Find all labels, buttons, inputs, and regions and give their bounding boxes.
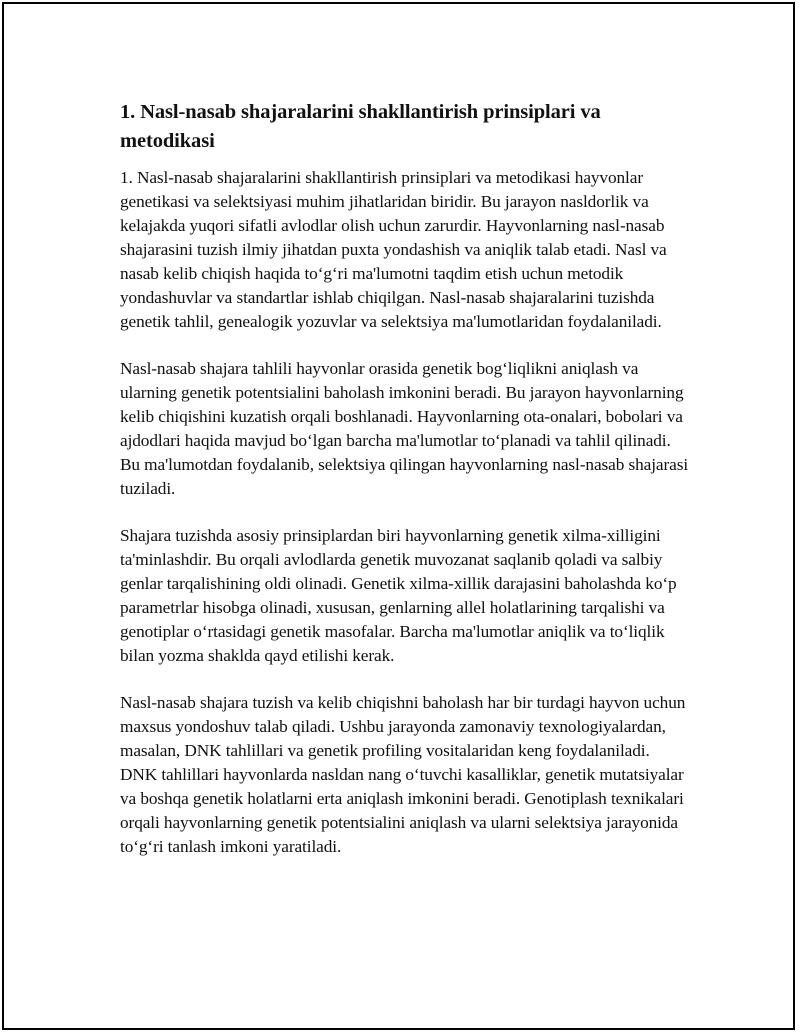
document-content [120, 98, 690, 882]
paragraph-4: Nasl-nasab shajara tuzish va kelib chiqishni baholash har bir turdagi hayvon uchun maxsus yondoshuv talab qiladi. Ushbu jarayonda zamonaviy texnologiyalardan, masalan, DNK tahlillari va genetik profiling vositalaridan keng foydalaniladi. DNK tahlillari hayvonlarda nasldan nang o‘tuvchi kasalliklar, genetik mutatsiyalar va boshqa genetik holatlarni erta aniqlash imkonini beradi. Genotiplash texnikalari orqali hayvonlarning genetik potentsialini aniqlash va ularni selektsiya jarayonida to‘g‘ri tanlash imkoni yaratiladi. [120, 693, 686, 856]
paragraph-2: Nasl-nasab shajara tahlili hayvonlar orasida genetik bog‘liqlikni aniqlash va ularning genetik potentsialini baholash imkonini beradi. Bu jarayon hayvonlarning kelib chiqishini kuzatish orqali boshlanadi. Hayvonlarning ota-onalari, bobolari va ajdodlari haqida mavjud bo‘lgan barcha ma'lumotlar to‘planadi va tahlil qilinadi. Bu ma'lumotdan foydalanib, selektsiya qilingan hayvonlarning nasl-nasab shajarasi tuziladi. [120, 359, 689, 498]
paragraph-1: 1. Nasl-nasab shajaralarini shakllantirish prinsiplari va metodikasi hayvonlar genetikasi va selektsiyasi muhim jihatlaridan biridir. Bu jarayon nasldorlik va kelajakda yuqori sifatli avlodlar olish uchun zarurdir. Hayvonlarning nasl-nasab shajarasini tuzish ilmiy jihatdan puxta yondashish va aniqlik talab etadi. Nasl va nasab kelib chiqish haqida to‘g‘ri ma'lumotni taqdim etish uchun metodik yondashuvlar va standartlar ishlab chiqilgan. Nasl-nasab shajaralarini tuzishda genetik tahlil, genealogik yozuvlar va selektsiya ma'lumotlaridan foydalaniladi. [120, 168, 667, 331]
paragraph-3: Shajara tuzishda asosiy prinsiplardan biri hayvonlarning genetik xilma-xilligini ta'minlashdir. Bu orqali avlodlarda genetik muvozanat saqlanib qoladi va salbiy genlar tarqalishining oldi olinadi. Genetik xilma-xillik darajasini baholashda ko‘p parametrlar hisobga olinadi, xususan, genlarning allel holatlarining tarqalishi va genotiplar o‘rtasidagi genetik masofalar. Barcha ma'lumotlar aniqlik va to‘liqlik bilan yozma shaklda qayd etilishi kerak. [120, 526, 677, 665]
document-page [2, 2, 795, 1030]
section-title: 1. Nasl-nasab shajaralarini shakllantirish prinsiplari va metodikasi [120, 101, 601, 152]
